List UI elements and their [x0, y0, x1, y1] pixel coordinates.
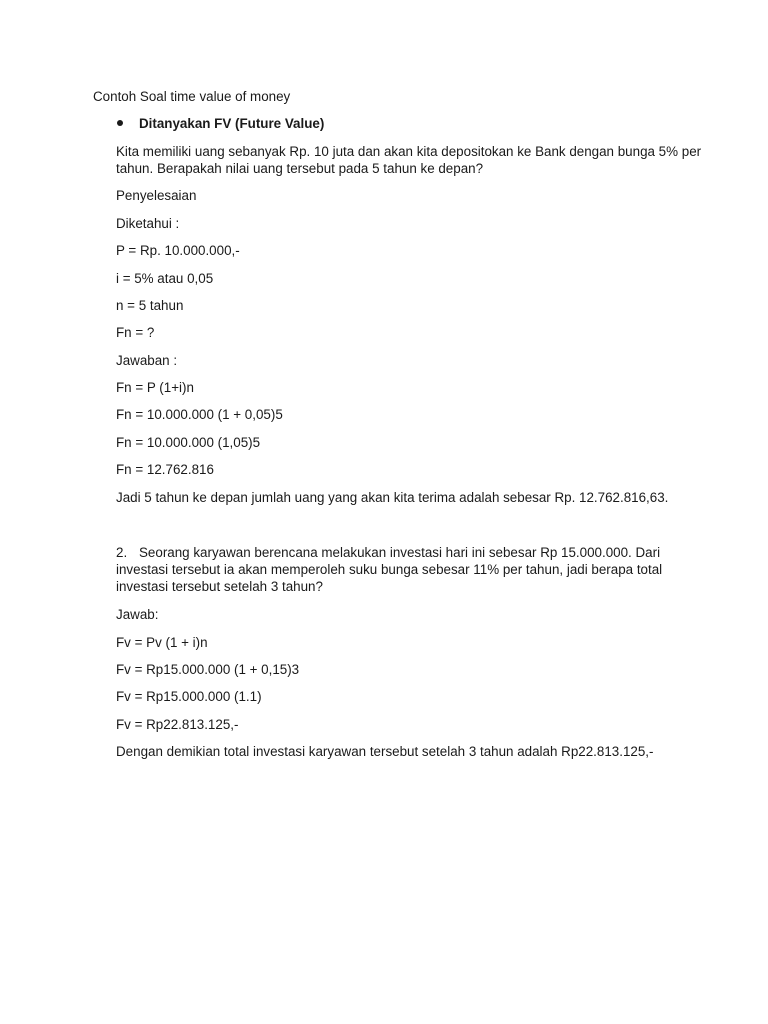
section1-question-line1: Kita memiliki uang sebanyak Rp. 10 juta dan akan kita depositokan ke Bank dengan bunga 5% per — [116, 144, 702, 159]
section1-conclusion: Jadi 5 tahun ke depan jumlah uang yang akan kita terima adalah sebesar Rp. 12.762.816,63. — [116, 490, 669, 505]
section2-conclusion: Dengan demikian total investasi karyawan tersebut setelah 3 tahun adalah Rp22.813.125,- — [116, 744, 654, 759]
section1-diketahui: Diketahui : — [116, 216, 180, 231]
section1-i: i = 5% atau 0,05 — [116, 271, 214, 286]
section2-question-line2: investasi tersebut ia akan memperoleh suku bunga sebesar 11% per tahun, jadi berapa total — [116, 562, 663, 577]
section1-formula-2: Fn = 10.000.000 (1 + 0,05)5 — [116, 407, 283, 422]
section2-question-line3: investasi tersebut setelah 3 tahun? — [116, 579, 323, 594]
section2-jawab: Jawab: — [116, 607, 159, 622]
section2-formula-2: Fv = Rp15.000.000 (1 + 0,15)3 — [116, 662, 300, 677]
section2-number: 2. — [116, 545, 128, 560]
section2-formula-4: Fv = Rp22.813.125,- — [116, 717, 239, 732]
section2-formula-3: Fv = Rp15.000.000 (1.1) — [116, 689, 262, 704]
section2-formula-1: Fv = Pv (1 + i)n — [116, 635, 208, 650]
section2-question-line1: Seorang karyawan berencana melakukan investasi hari ini sebesar Rp 15.000.000. Dari — [139, 545, 661, 560]
section1-question-line2: tahun. Berapakah nilai uang tersebut pada 5 tahun ke depan? — [116, 161, 484, 176]
section1-heading: Ditanyakan FV (Future Value) — [139, 116, 325, 131]
section1-penyelesaian: Penyelesaian — [116, 188, 197, 203]
section1-fn-question: Fn = ? — [116, 325, 155, 340]
bullet-icon — [117, 120, 123, 126]
section1-formula-1: Fn = P (1+i)n — [116, 380, 194, 395]
section1-formula-4: Fn = 12.762.816 — [116, 462, 214, 477]
section1-p: P = Rp. 10.000.000,- — [116, 243, 240, 258]
section1-jawaban: Jawaban : — [116, 353, 178, 368]
section1-n: n = 5 tahun — [116, 298, 184, 313]
doc-title: Contoh Soal time value of money — [93, 89, 291, 104]
section1-formula-3: Fn = 10.000.000 (1,05)5 — [116, 435, 261, 450]
